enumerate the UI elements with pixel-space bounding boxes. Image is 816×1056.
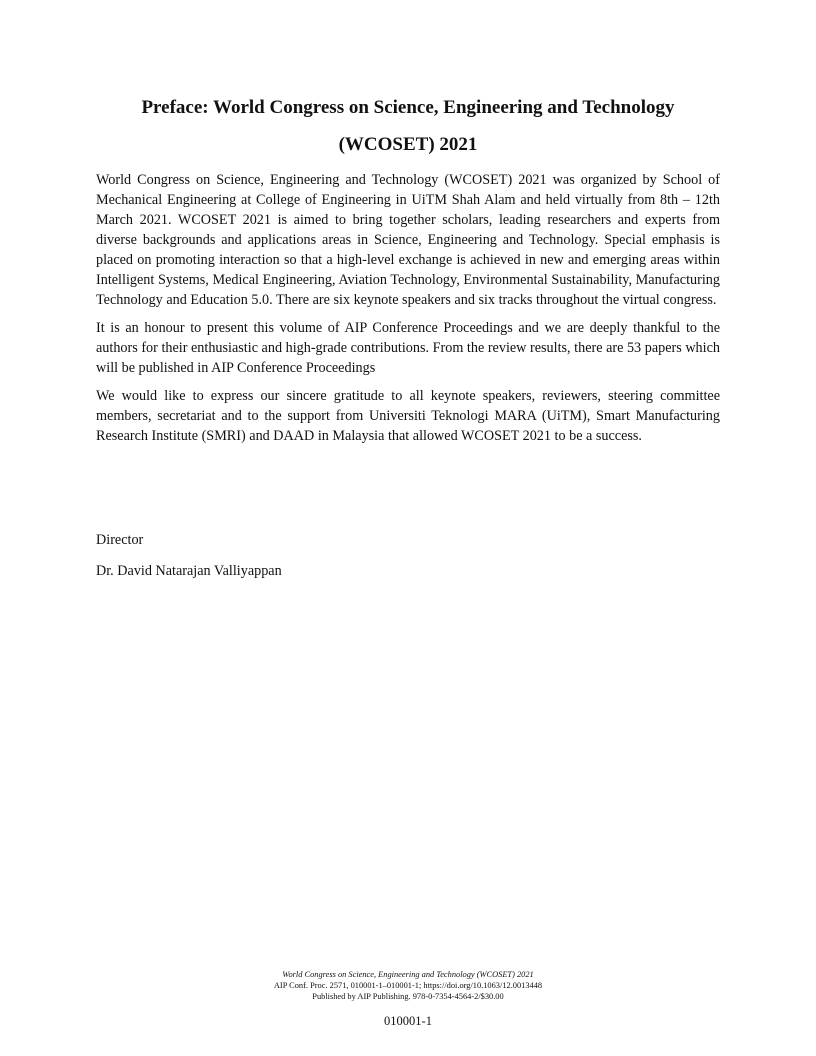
signature-name: Dr. David Natarajan Valliyappan [96,563,282,579]
signature-role: Director [96,532,144,548]
paragraph-proceedings: It is an honour to present this volume of AIP Conference Proceedings and we are deeply thankful to the authors for their enthusiastic and high-grade contributions. From the review results, there are 53 papers which will be published in AIP Conference Proceedings [96,320,720,376]
preface-body [96,170,720,454]
footer-citation: AIP Conf. Proc. 2571, 010001-1–010001-1; https://doi.org/10.1063/12.0013448 [273,981,543,990]
page-title-line-2: (WCOSET) 2021 [338,134,478,155]
paragraph-introduction: World Congress on Science, Engineering and Technology (WCOSET) 2021 was organized by School of Mechanical Engineering at College of Engineering in UiTM Shah Alam and held virtually from 8th – 12th March 2021. WCOSET 2021 is aimed to bring together scholars, leading researchers and experts from diverse backgrounds and applications areas in Science, Engineering and Technology. Special emphasis is placed on promoting interaction so that a high-level exchange is achieved in new and emerging areas within Intelligent Systems, Medical Engineering, Aviation Technology, Environmental Sustainability, Manufacturing Technology and Education 5.0. There are six keynote speakers and six tracks throughout the virtual congress. [96,172,720,308]
page-title-line-1: Preface: World Congress on Science, Engineering and Technology [141,97,675,118]
paragraph-acknowledgement: We would like to express our sincere gratitude to all keynote speakers, reviewers, steering committee members, secretariat and to the support from Universiti Teknologi MARA (UiTM), Smart Manufacturing Research Institute (SMRI) and DAAD in Malaysia that allowed WCOSET 2021 to be a success. [96,388,720,444]
page-number: 010001-1 [384,1014,432,1028]
signature-block [96,530,282,592]
footer-publisher: Published by AIP Publishing. 978-0-7354-4564-2/$30.00 [312,992,504,1001]
footer-conference: World Congress on Science, Engineering and Technology (WCOSET) 2021 [282,970,534,979]
publication-footer [0,969,816,1002]
